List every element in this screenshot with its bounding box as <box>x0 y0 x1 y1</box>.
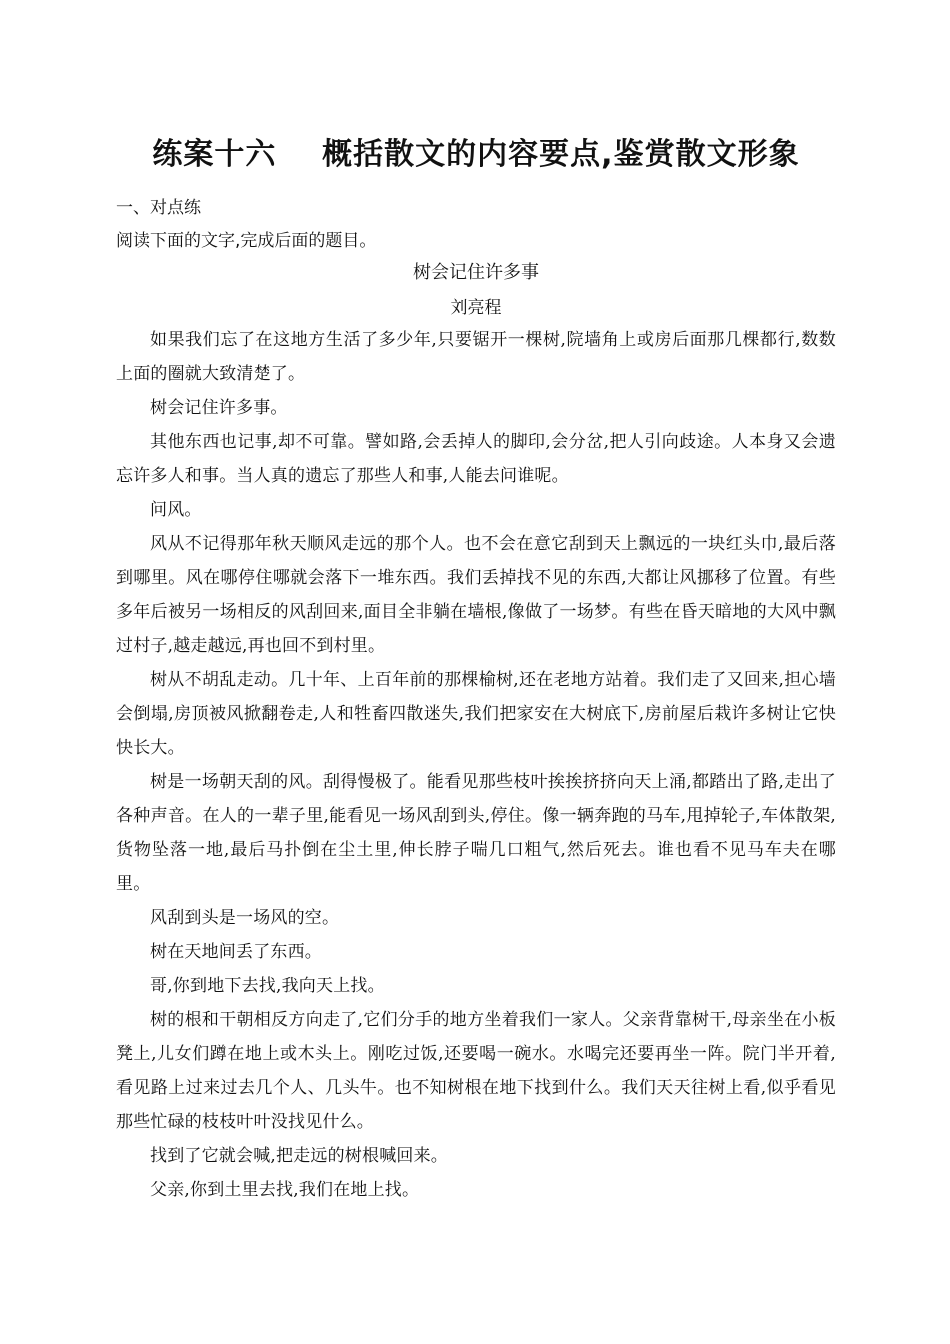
paragraph: 父亲,你到土里去找,我们在地上找。 <box>150 1180 420 1200</box>
page-title: 练案十六 概括散文的内容要点,鉴赏散文形象 <box>152 137 800 172</box>
paragraph: 风刮到头是一场风的空。 <box>150 908 340 928</box>
paragraph: 风从不记得那年秋天顺风走远的那个人。也不会在意它刮到天上飘远的一块红头巾,最后落到哪里。风在哪停住哪就会落下一堆东西。我们丢掉找不见的东西,大都让风挪移了位置。有些多年后被另一场相反的风刮回来,面目全非躺在墙根,像做了一场梦。有些在昏天暗地的大风中飘过村子,越走越远,再也回不到村里。 <box>116 534 836 656</box>
paragraph: 树会记住许多事。 <box>150 398 288 418</box>
section-heading: 一、对点练 <box>116 198 201 218</box>
paragraph: 问风。 <box>150 500 202 520</box>
paragraph: 树从不胡乱走动。几十年、上百年前的那棵榆树,还在老地方站着。我们走了又回来,担心墙会倒塌,房顶被风掀翻卷走,人和牲畜四散迷失,我们把家安在大树底下,房前屋后栽许多树让它快快长大。 <box>116 670 836 758</box>
paragraph: 哥,你到地下去找,我向天上找。 <box>150 976 385 996</box>
paragraph: 找到了它就会喊,把走远的树根喊回来。 <box>150 1146 449 1166</box>
instruction-text: 阅读下面的文字,完成后面的题目。 <box>116 231 377 251</box>
essay-author: 刘亮程 <box>450 298 502 318</box>
paragraph: 树的根和干朝相反方向走了,它们分手的地方坐着我们一家人。父亲背靠树干,母亲坐在小板凳上,儿女们蹲在地上或木头上。刚吃过饭,还要喝一碗水。水喝完还要再坐一阵。院门半开着,看见路上过来过去几个人、几头牛。也不知树根在地下找到什么。我们天天往树上看,似乎看见那些忙碌的枝枝叶叶没找见什么。 <box>116 1010 836 1132</box>
paragraph: 树是一场朝天刮的风。刮得慢极了。能看见那些枝叶挨挨挤挤向天上涌,都踏出了路,走出了各种声音。在人的一辈子里,能看见一场风刮到头,停住。像一辆奔跑的马车,甩掉轮子,车体散架,货物坠落一地,最后马扑倒在尘土里,伸长脖子喘几口粗气,然后死去。谁也看不见马车夫在哪里。 <box>116 772 836 894</box>
essay-body <box>116 323 836 1207</box>
paragraph: 树在天地间丢了东西。 <box>150 942 322 962</box>
essay-title: 树会记住许多事 <box>413 262 539 283</box>
paragraph: 如果我们忘了在这地方生活了多少年,只要锯开一棵树,院墙角上或房后面那几棵都行,数数上面的圈就大致清楚了。 <box>116 330 836 384</box>
paragraph: 其他东西也记事,却不可靠。譬如路,会丢掉人的脚印,会分岔,把人引向歧途。人本身又会遗忘许多人和事。当人真的遗忘了那些人和事,人能去问谁呢。 <box>116 432 836 486</box>
